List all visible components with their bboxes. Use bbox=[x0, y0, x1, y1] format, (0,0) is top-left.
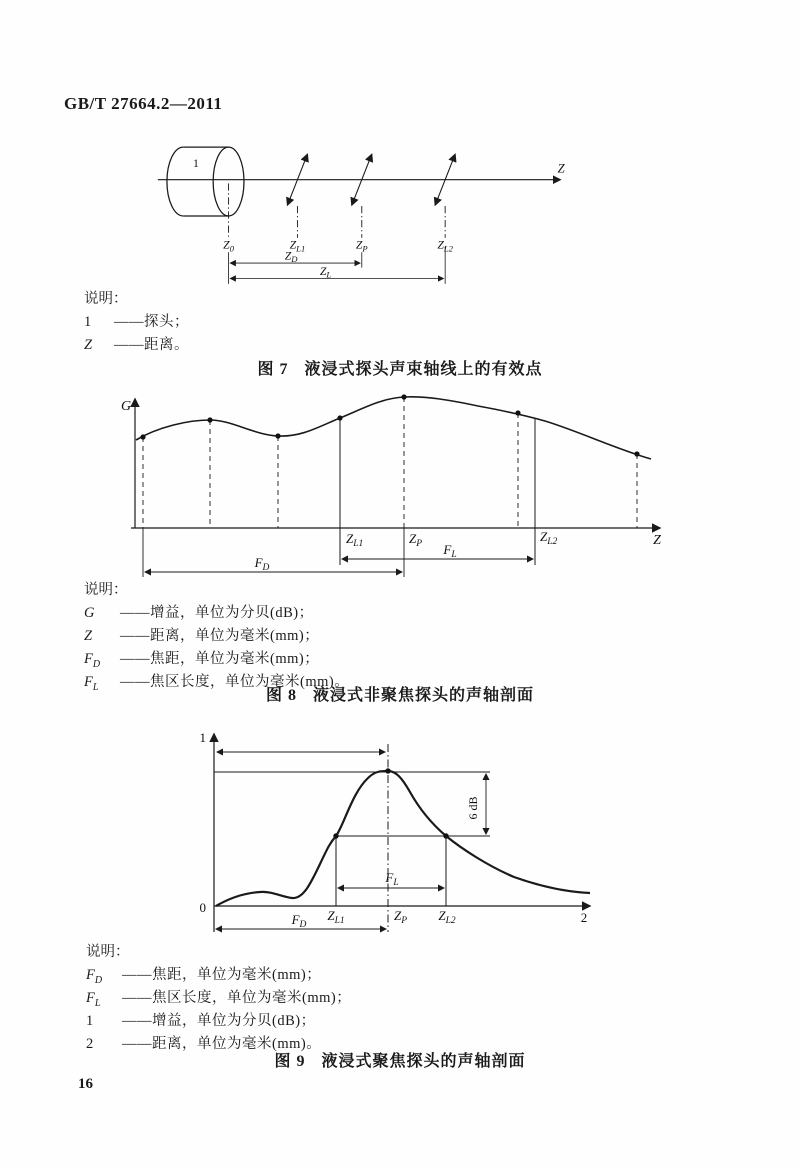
figure8-unfocused-profile bbox=[95, 390, 680, 582]
centerlines bbox=[229, 183, 446, 237]
zl1-label: $Z_{L1}$ bbox=[327, 908, 345, 926]
gain-axis-top-label: 1 bbox=[199, 730, 206, 745]
legend-item: 1 ——探头； bbox=[84, 314, 189, 330]
fd-dimension-label: $F_D$ bbox=[291, 912, 307, 930]
6db-label: 6 dB bbox=[466, 796, 480, 820]
legend-item: $F_D$ ——焦距，单位为毫米(mm)； bbox=[86, 967, 322, 986]
zp-label: $Z_P$ bbox=[409, 531, 423, 549]
zp-label: $Z_P$ bbox=[355, 238, 368, 254]
z0-label: $Z_0$ bbox=[223, 238, 234, 254]
legend-item: 2 ——距离，单位为毫米(mm)。 bbox=[86, 1036, 322, 1052]
zl-dimension-label: $Z_L$ bbox=[319, 264, 332, 280]
zp-label: $Z_P$ bbox=[394, 908, 408, 926]
zl1-label: $Z_{L1}$ bbox=[289, 238, 306, 254]
probe-cylinder bbox=[167, 147, 244, 216]
z-axis-label: Z bbox=[653, 533, 661, 548]
fl-dimension-label: $F_L$ bbox=[385, 870, 399, 888]
z-axis-label: Z bbox=[557, 161, 565, 176]
legend-title: 说明： bbox=[84, 582, 128, 598]
legend-item: Z ——距离。 bbox=[84, 337, 189, 353]
focal-zone-boundary-lines bbox=[340, 418, 535, 565]
legend-item: 1 ——增益，单位为分贝(dB)； bbox=[86, 1013, 316, 1029]
legend-item: G ——增益，单位为分贝(dB)； bbox=[84, 605, 314, 621]
legend-item: $F_L$ ——焦区长度，单位为毫米(mm)。 bbox=[84, 674, 350, 693]
zl2-label: $Z_{L2}$ bbox=[438, 908, 456, 926]
figure8-caption: 图 8 液浸式非聚焦探头的声轴剖面 bbox=[265, 687, 535, 704]
fd-dimension-label: $F_D$ bbox=[254, 555, 270, 573]
legend-title: 说明： bbox=[84, 291, 128, 307]
page-number: 16 bbox=[78, 1076, 93, 1092]
zl1-label: $Z_{L1}$ bbox=[346, 531, 364, 549]
probe-number-label: 1 bbox=[192, 157, 199, 171]
legend-item: $F_L$ ——焦区长度，单位为毫米(mm)； bbox=[86, 990, 352, 1009]
figure9-legend bbox=[86, 941, 351, 1056]
origin-label: 0 bbox=[199, 900, 206, 915]
gain-curve bbox=[216, 771, 590, 906]
figure8-legend bbox=[84, 579, 349, 694]
gain-curve bbox=[136, 397, 651, 459]
distance-axis-end-label: 2 bbox=[580, 910, 588, 925]
dimension-extension-lines bbox=[143, 528, 404, 577]
fl-dimension-label: $F_L$ bbox=[443, 542, 457, 560]
zd-dimension-label: $Z_D$ bbox=[284, 249, 298, 265]
g-axis-label: G bbox=[120, 399, 132, 414]
measured-point-droplines bbox=[143, 397, 637, 528]
measured-points bbox=[140, 394, 639, 456]
figure7-caption: 图 7 液浸式探头声束轴线上的有效点 bbox=[257, 361, 543, 378]
standard-number: GB/T 27664.2—2011 bbox=[64, 94, 223, 113]
legend-item: $F_D$ ——焦距，单位为毫米(mm)； bbox=[84, 651, 320, 670]
zl2-label: $Z_{L2}$ bbox=[437, 238, 453, 254]
figure9-focused-profile bbox=[150, 708, 660, 943]
zl2-label: $Z_{L2}$ bbox=[540, 529, 558, 547]
figure7-legend bbox=[84, 288, 189, 357]
figure7-beam-axis-diagram bbox=[60, 128, 640, 303]
legend-item: Z ——距离，单位为毫米(mm)； bbox=[84, 628, 320, 644]
legend-title: 说明： bbox=[86, 944, 130, 960]
figure9-caption: 图 9 液浸式聚焦探头的声轴剖面 bbox=[274, 1053, 526, 1070]
